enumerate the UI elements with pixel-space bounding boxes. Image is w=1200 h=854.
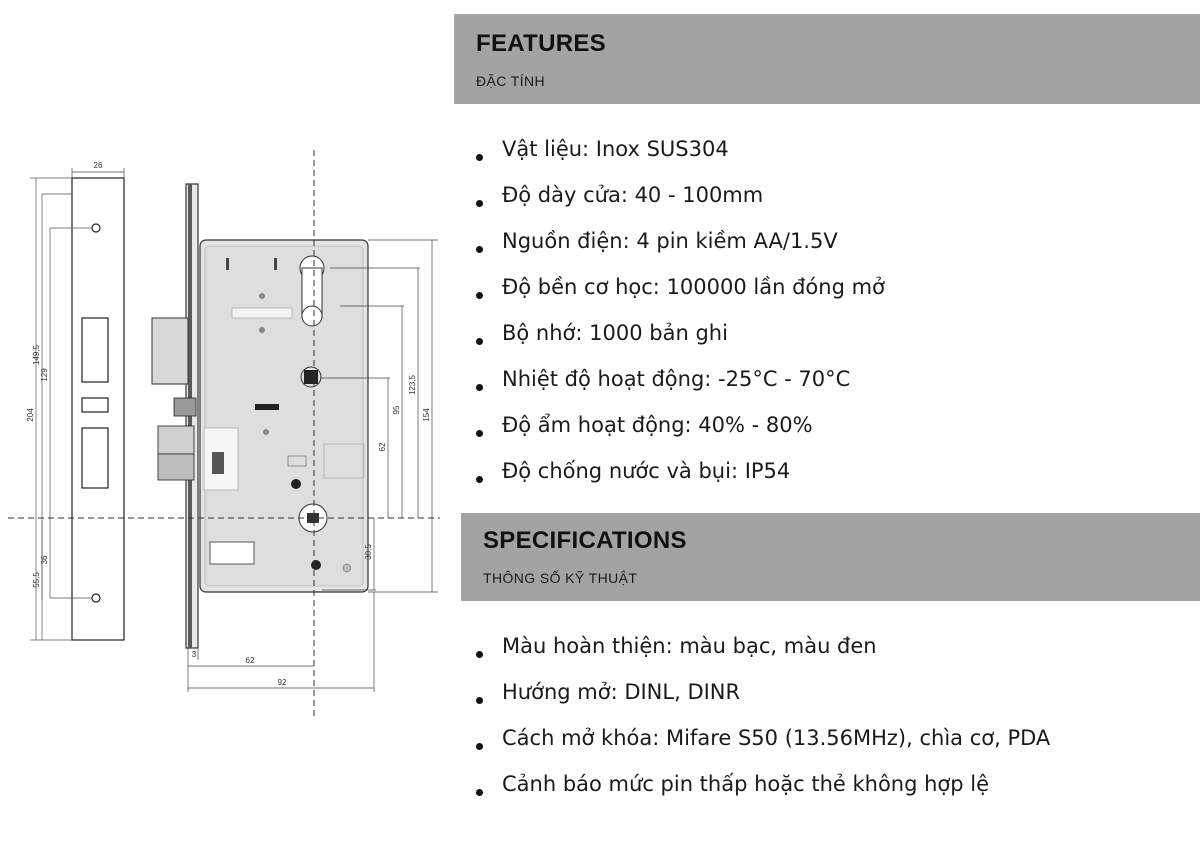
dim-label-36: 36 bbox=[40, 555, 49, 565]
dim-label-204: 204 bbox=[26, 408, 35, 422]
list-item: Màu hoàn thiện: màu bạc, màu đen bbox=[474, 631, 1050, 677]
list-item: Hướng mở: DINL, DINR bbox=[474, 677, 1050, 723]
list-item: Cách mở khóa: Mifare S50 (13.56MHz), chìa cơ, PDA bbox=[474, 723, 1050, 769]
dim-label-30-5: 30,5 bbox=[364, 544, 373, 560]
features-header bbox=[454, 14, 1200, 104]
list-item: Nhiệt độ hoạt động: -25°C - 70°C bbox=[474, 364, 885, 410]
list-item: Cảnh báo mức pin thấp hoặc thẻ không hợp lệ bbox=[474, 769, 1050, 815]
dim-label-129: 129 bbox=[40, 368, 49, 382]
lock-body bbox=[152, 184, 368, 648]
list-item: Độ bền cơ học: 100000 lần đóng mở bbox=[474, 272, 885, 318]
dim-label-62-vertical: 62 bbox=[378, 442, 387, 452]
specifications-subtitle: THÔNG SỐ KỸ THUẬT bbox=[483, 570, 638, 586]
dim-label-154: 154 bbox=[422, 408, 431, 422]
features-title: FEATURES bbox=[476, 30, 606, 57]
features-list bbox=[474, 134, 885, 502]
lock-body-technical-drawing bbox=[0, 0, 460, 854]
dim-label-26: 26 bbox=[93, 161, 103, 170]
specifications-header bbox=[461, 513, 1200, 601]
dim-label-3: 3 bbox=[191, 650, 197, 659]
faceplate bbox=[72, 178, 124, 640]
specifications-list bbox=[474, 631, 1050, 815]
specifications-title: SPECIFICATIONS bbox=[483, 527, 687, 554]
dim-label-55-5: 55,5 bbox=[32, 572, 41, 588]
list-item: Vật liệu: Inox SUS304 bbox=[474, 134, 885, 180]
dim-label-123-5: 123,5 bbox=[408, 374, 417, 396]
dim-label-95: 95 bbox=[392, 405, 401, 415]
features-subtitle: ĐẶC TÍNH bbox=[476, 73, 546, 89]
dim-label-149-5: 149,5 bbox=[32, 344, 41, 366]
list-item: Nguồn điện: 4 pin kiềm AA/1.5V bbox=[474, 226, 885, 272]
dim-label-62-horizontal: 62 bbox=[245, 656, 255, 665]
list-item: Độ chống nước và bụi: IP54 bbox=[474, 456, 885, 502]
dim-lockbody-horizontal bbox=[188, 592, 374, 692]
list-item: Độ ẩm hoạt động: 40% - 80% bbox=[474, 410, 885, 456]
list-item: Độ dày cửa: 40 - 100mm bbox=[474, 180, 885, 226]
dim-label-92: 92 bbox=[277, 678, 287, 687]
list-item: Bộ nhớ: 1000 bản ghi bbox=[474, 318, 885, 364]
